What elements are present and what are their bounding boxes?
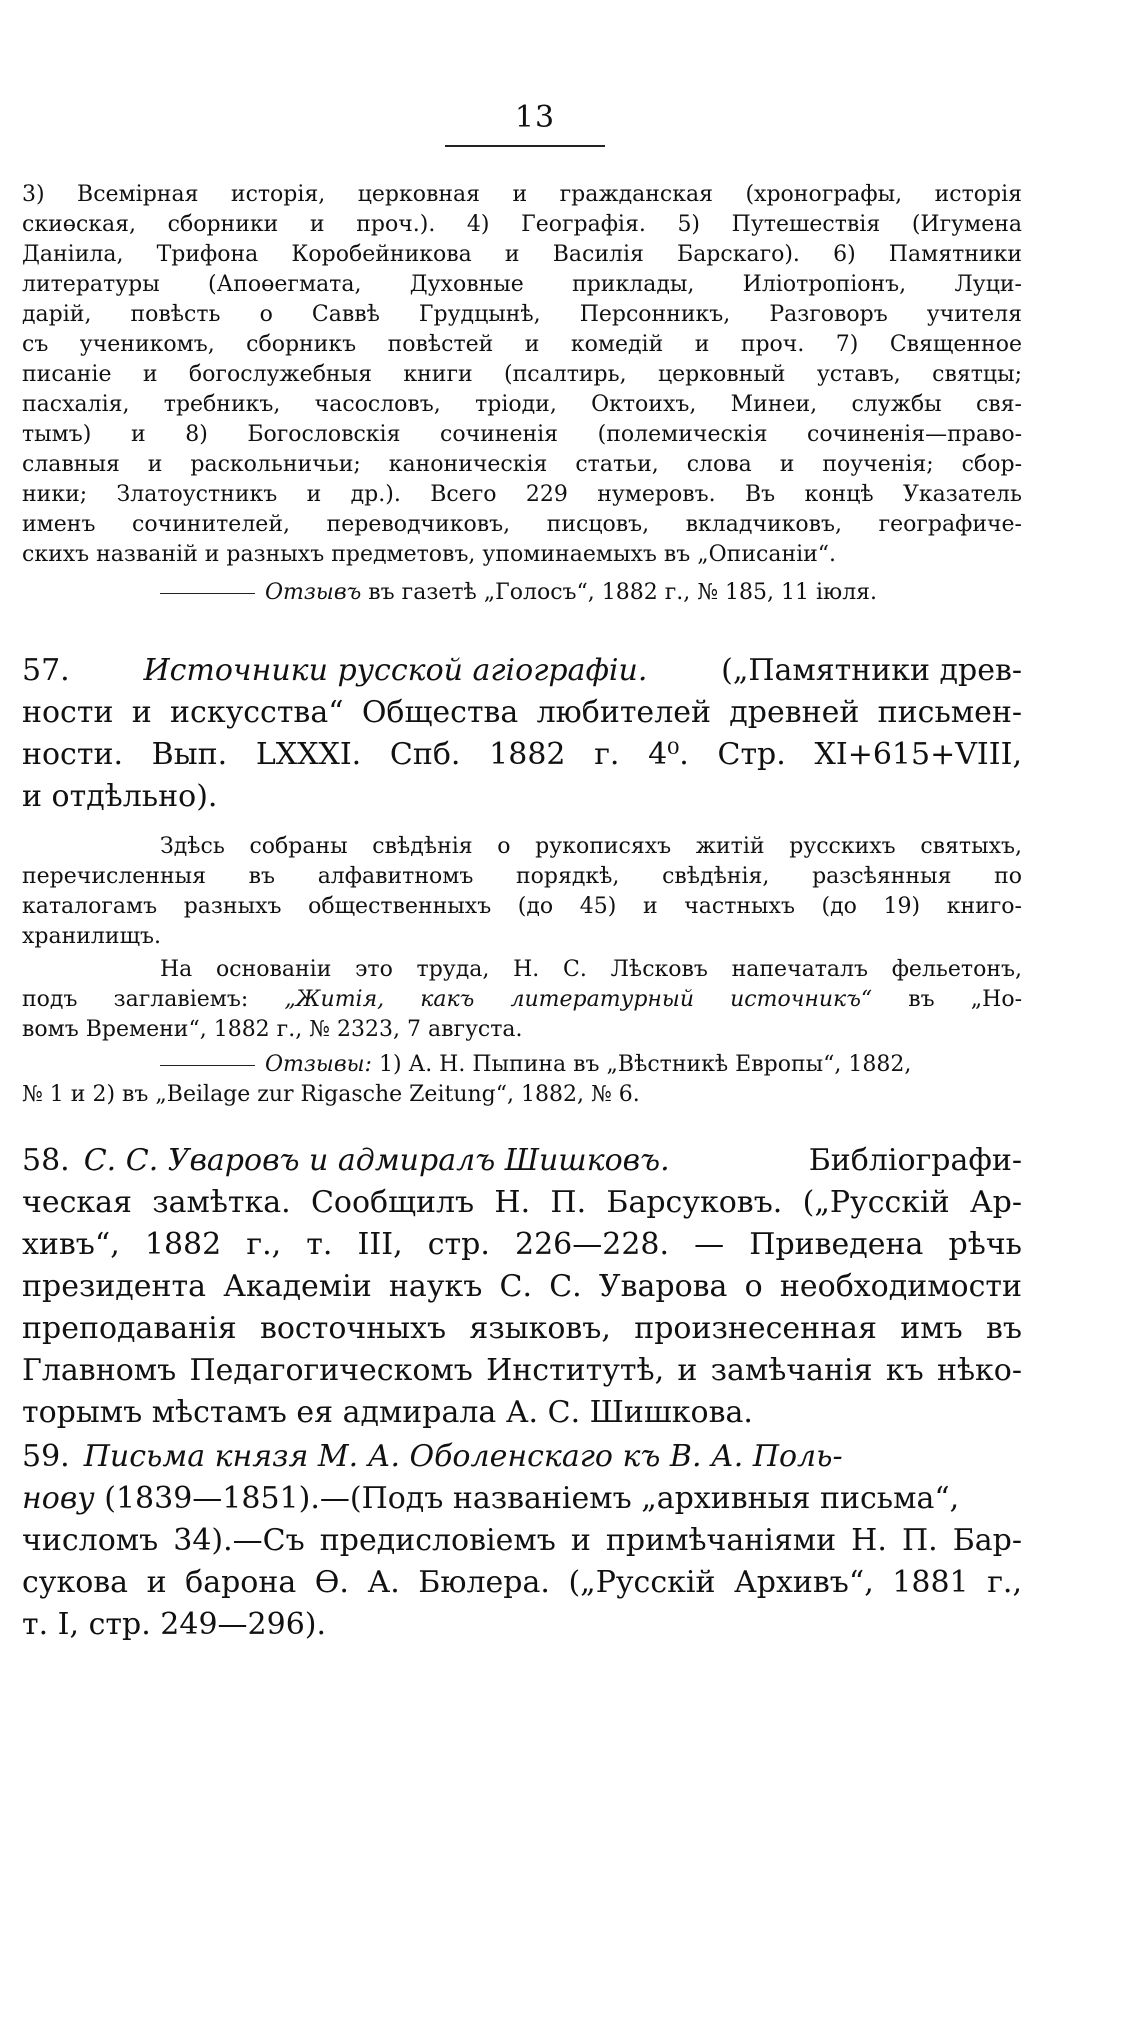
text-line: ники; Златоустникъ и др.). Всего 229 нумеровъ. Въ концѣ Указатель bbox=[22, 482, 1022, 507]
entry-number: 58. bbox=[22, 1143, 70, 1178]
text-line: вомъ Времени“, 1882 г., № 2323, 7 августа. bbox=[22, 1017, 523, 1042]
review-label: Отзывъ bbox=[265, 580, 362, 605]
text-line: славныя и раскольничьи; каноническія статьи, слова и поученія; сбор- bbox=[22, 452, 1022, 477]
text-line: пасхалія, требникъ, часословъ, тріоди, Октоихъ, Минеи, службы свя- bbox=[22, 392, 1022, 417]
text-line: писаніе и богослужебныя книги (псалтирь, церковный уставъ, святцы; bbox=[22, 362, 1022, 387]
text-line: преподаванія восточныхъ языковъ, произнесенная имъ въ bbox=[22, 1311, 1022, 1346]
text-line: тымъ) и 8) Богословскія сочиненія (полемическія сочиненія—право- bbox=[22, 422, 1022, 447]
prev-entry-review bbox=[160, 578, 1020, 608]
entry-59 bbox=[22, 1436, 1022, 1646]
text-line bbox=[22, 985, 1022, 1015]
entry-title: Письма князя М. А. Оболенскаго къ В. А. Поль- bbox=[83, 1439, 843, 1474]
entry-title: Источники русской агіографіи. bbox=[143, 653, 648, 688]
text-fragment: въ „Но- bbox=[908, 987, 1022, 1012]
entry-title-cont: нову bbox=[22, 1481, 95, 1516]
text-line: Здѣсь собраны свѣдѣнія о рукописяхъ житій русскихъ святыхъ, bbox=[160, 834, 1022, 859]
text-line: сукова и барона Ө. А. Бюлера. („Русскій Архивъ“, 1881 г., bbox=[22, 1565, 1022, 1600]
review-label: Отзывы: bbox=[265, 1052, 372, 1077]
header-rule bbox=[445, 145, 605, 147]
entry-text: (1839—1851).—(Подъ названіемъ „архивныя письма“, bbox=[104, 1481, 960, 1516]
text-line: 3) Всемірная исторія, церковная и гражданская (хронографы, исторія bbox=[22, 182, 1022, 207]
entry-57-line-1 bbox=[22, 650, 1022, 692]
entry-57-note bbox=[160, 955, 1022, 985]
entry-text: („Памятники древ- bbox=[721, 653, 1022, 688]
text-line: и отдѣльно). bbox=[22, 779, 218, 814]
entry-text: Библіографи- bbox=[808, 1143, 1022, 1178]
text-line: литературы (Апоөегмата, Духовные приклады, Иліотропіонъ, Луци- bbox=[22, 272, 1022, 297]
text-line: т. I, стр. 249—296). bbox=[22, 1607, 327, 1642]
text-fragment: подъ заглавіемъ: bbox=[22, 987, 249, 1012]
text-line: На основаніи это труда, Н. С. Лѣсковъ напечаталъ фельетонъ, bbox=[160, 957, 1022, 982]
text-line: президента Академіи наукъ С. С. Уварова о необходимости bbox=[22, 1269, 1022, 1304]
entry-59-line-2 bbox=[22, 1478, 1022, 1520]
text-line: Даніила, Трифона Коробейникова и Василія Барскаго). 6) Памятники bbox=[22, 242, 1022, 267]
entry-57-review bbox=[160, 1050, 1022, 1080]
text-line: именъ сочинителей, переводчиковъ, писцовъ, вкладчиковъ, географиче- bbox=[22, 512, 1022, 537]
review-text: № 1 и 2) въ „Beilage zur Rigasche Zeitung“, 1882, № 6. bbox=[22, 1082, 640, 1107]
entry-57-description-cont bbox=[22, 862, 1022, 952]
entry-57-review-cont bbox=[22, 1080, 1022, 1110]
entry-58-line-1 bbox=[22, 1140, 1022, 1182]
text-line: ческая замѣтка. Сообщилъ Н. П. Барсуковъ. („Русскій Ар- bbox=[22, 1185, 1022, 1220]
text-line: скиөская, сборники и проч.). 4) Географія. 5) Путешествія (Игумена bbox=[22, 212, 1022, 237]
review-text: въ газетѣ „Голосъ“, 1882 г., № 185, 11 іюля. bbox=[368, 580, 878, 605]
entry-57-note-cont bbox=[22, 985, 1022, 1045]
text-line: перечисленныя въ алфавитномъ порядкѣ, свѣдѣнія, разсѣянныя по bbox=[22, 864, 1022, 889]
entry-number: 59. bbox=[22, 1439, 70, 1474]
entry-title: С. С. Уваровъ и адмиралъ Шишковъ. bbox=[83, 1143, 670, 1178]
entry-57-description bbox=[160, 832, 1022, 862]
text-line: хранилищъ. bbox=[22, 924, 162, 949]
article-title: „Житія, какъ литературный источникъ“ bbox=[284, 987, 873, 1012]
text-line: ности. Вып. LXXXI. Спб. 1882 г. 4⁰. Стр. XI+615+VIII, bbox=[22, 737, 1022, 772]
text-line: числомъ 34).—Съ предисловіемъ и примѣчаніями Н. П. Бар- bbox=[22, 1523, 1022, 1558]
text-line: скихъ названій и разныхъ предметовъ, упоминаемыхъ въ „Описаніи“. bbox=[22, 542, 837, 567]
entry-number: 57. bbox=[22, 653, 70, 688]
text-line: хивъ“, 1882 г., т. III, стр. 226—228. — Приведена рѣчь bbox=[22, 1227, 1022, 1262]
review-dash bbox=[160, 1065, 255, 1066]
prev-entry-text bbox=[22, 180, 1022, 570]
entry-58 bbox=[22, 1140, 1022, 1434]
text-line: торымъ мѣстамъ ея адмирала А. С. Шишкова. bbox=[22, 1395, 753, 1430]
page-number: 13 bbox=[514, 100, 556, 135]
entry-57 bbox=[22, 650, 1022, 818]
text-line: Главномъ Педагогическомъ Институтѣ, и замѣчанія къ нѣко- bbox=[22, 1353, 1022, 1388]
review-dash bbox=[160, 593, 255, 594]
text-line: ности и искусства“ Общества любителей древней письмен- bbox=[22, 695, 1022, 730]
review-text: 1) А. Н. Пыпина въ „Вѣстникѣ Европы“, 1882, bbox=[378, 1052, 912, 1077]
text-line: каталогамъ разныхъ общественныхъ (до 45) и частныхъ (до 19) книго- bbox=[22, 894, 1022, 919]
entry-59-line-1 bbox=[22, 1436, 1022, 1478]
text-line: съ ученикомъ, сборникъ повѣстей и комедій и проч. 7) Священное bbox=[22, 332, 1022, 357]
text-line: дарій, повѣсть о Саввѣ Грудцынѣ, Персонникъ, Разговоръ учителя bbox=[22, 302, 1022, 327]
